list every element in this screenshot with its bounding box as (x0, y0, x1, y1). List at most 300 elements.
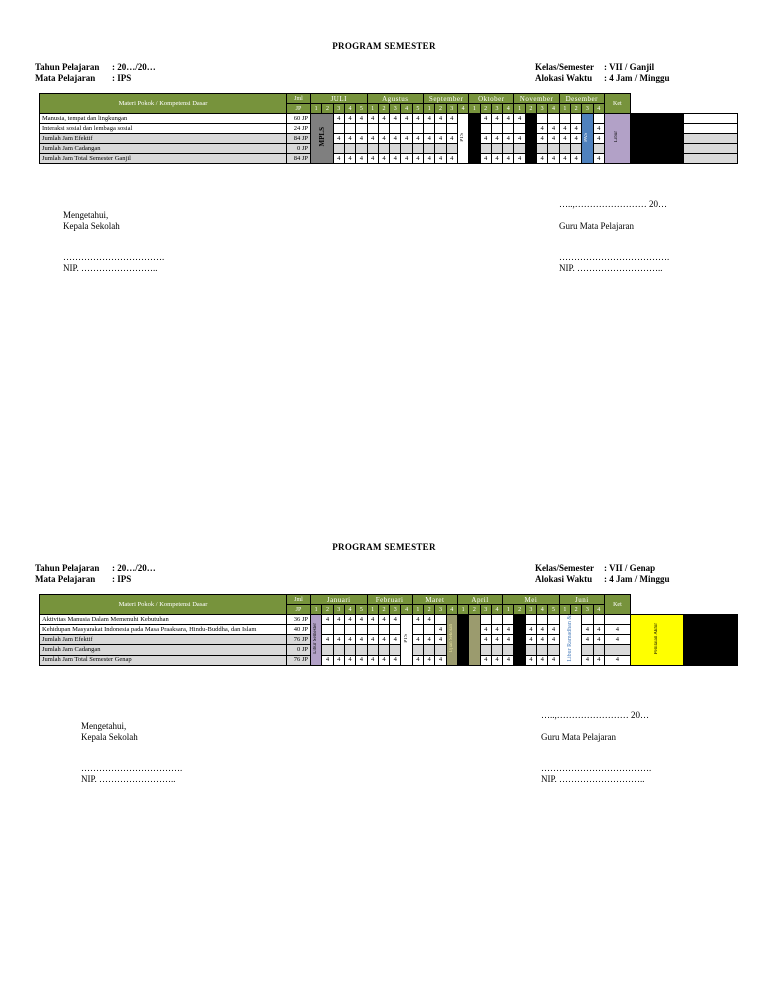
table-cell (367, 144, 378, 154)
week-mark-cell: 4 (503, 635, 514, 645)
table-cell: 76 JP (287, 635, 311, 645)
table-cell: Jumlah Jam Efektif (40, 635, 287, 645)
month-desember: Desember (559, 94, 604, 104)
table-cell: Kehidupan Masyarakat Indonesia pada Masa Praaksara, Hindu-Buddha, dan Islam (40, 625, 287, 635)
week-mark-cell: 4 (491, 655, 502, 665)
header-ket: Ket (604, 595, 630, 615)
week-mark-cell: 4 (503, 154, 514, 164)
week-mark-cell: 4 (378, 134, 389, 144)
table-cell (684, 124, 738, 134)
table-cell (559, 114, 570, 124)
week-mark-cell: 4 (378, 154, 389, 164)
week-mark-cell: 4 (356, 134, 367, 144)
week-mark-cell: 4 (401, 154, 412, 164)
week-mark-cell: 4 (503, 134, 514, 144)
table-cell (559, 144, 570, 154)
week-mark-cell: 4 (503, 114, 514, 124)
week-number: JP (287, 605, 311, 615)
month-april: April (457, 595, 502, 605)
week-number: 2 (378, 605, 389, 615)
table-cell (593, 144, 604, 154)
mapel-value: : IPS (112, 73, 132, 83)
page-title-semester-genap: PROGRAM SEMESTER (332, 542, 436, 552)
week-mark-cell: 4 (356, 154, 367, 164)
week-mark-cell: 4 (344, 114, 355, 124)
week-mark-cell: 4 (537, 625, 548, 635)
header-materi: Materi Pokok / Kompetensi Dasar (40, 595, 287, 615)
header-jml: Jml (287, 595, 311, 605)
week-number: 2 (570, 104, 581, 114)
kelas-value: : VII / Ganjil (604, 62, 655, 72)
table-cell (480, 615, 491, 625)
month-november: November (514, 94, 559, 104)
week-number: 4 (593, 605, 604, 615)
table-cell (435, 615, 446, 625)
week-mark-cell: 4 (333, 114, 344, 124)
week-mark-cell: 4 (412, 615, 423, 625)
week-mark-cell: 4 (412, 154, 423, 164)
week-mark-cell: 4 (356, 615, 367, 625)
week-mark-cell: 4 (525, 635, 536, 645)
week-number: 2 (525, 104, 536, 114)
month-september: September (424, 94, 469, 104)
week-mark-cell: 4 (344, 635, 355, 645)
week-mark-cell: 4 (480, 114, 491, 124)
week-number: 4 (401, 104, 412, 114)
table-cell (480, 124, 491, 134)
table-cell (548, 114, 559, 124)
table-cell (570, 144, 581, 154)
table-cell (514, 615, 525, 666)
table-cell: 40 JP (287, 625, 311, 635)
table-cell (446, 144, 457, 154)
table-cell (356, 144, 367, 154)
materi-cell: Manusia, tempat dan lingkungan (40, 114, 287, 124)
week-mark-cell: 4 (390, 114, 401, 124)
table-cell: 36 JP (287, 615, 311, 625)
week-number: 4 (491, 605, 502, 615)
week-number: 4 (344, 104, 355, 114)
table-cell (344, 625, 355, 635)
week-mark-cell: 4 (537, 134, 548, 144)
table-row (40, 114, 738, 124)
table-cell (684, 615, 738, 666)
week-mark-cell: 4 (548, 134, 559, 144)
table-cell (435, 144, 446, 154)
table-cell (378, 625, 389, 635)
week-mark-cell: 4 (593, 635, 604, 645)
meta-left-genap: Tahun Pelajaran : 20…/20… Mata Pelajaran : IPS (35, 563, 156, 584)
header-jp: JP (287, 104, 311, 114)
week-mark-cell: 4 (367, 635, 378, 645)
libur-block: Libur (604, 114, 630, 164)
week-mark-cell: 4 (378, 655, 389, 665)
table-cell (356, 645, 367, 655)
month-januari: Januari (311, 595, 368, 605)
week-mark-cell: 4 (491, 114, 502, 124)
mpls-block: MPLS (311, 114, 334, 164)
week-mark-cell: 4 (548, 655, 559, 665)
libur-ramadhan-block: Libur Ramadhan & (559, 615, 582, 666)
table-cell (593, 645, 604, 655)
table-cell (604, 645, 630, 655)
week-mark-cell: 4 (344, 134, 355, 144)
table-cell (367, 625, 378, 635)
table-cell (356, 625, 367, 635)
meta-right-genap: Kelas/Semester : VII / Genap Alokasi Waktu : 4 Jam / Minggu (535, 563, 670, 584)
week-mark-cell: 4 (424, 635, 435, 645)
week-mark-cell: 4 (401, 114, 412, 124)
week-number: 5 (412, 104, 423, 114)
week-mark-cell: 4 (559, 134, 570, 144)
week-number: 4 (537, 605, 548, 615)
week-mark-cell: 4 (333, 154, 344, 164)
table-row (40, 615, 738, 625)
week-mark-cell: 4 (525, 625, 536, 635)
week-number: 3 (390, 605, 401, 615)
table-cell (412, 645, 423, 655)
week-mark-cell: 4 (604, 655, 630, 665)
week-number: 3 (525, 605, 536, 615)
table-cell (537, 144, 548, 154)
week-mark-cell: 4 (378, 114, 389, 124)
week-mark-cell: 4 (333, 655, 344, 665)
week-mark-cell: 4 (582, 625, 593, 635)
table-cell: Aktivitas Manusia Dalam Memenuhi Kebutuhan (40, 615, 287, 625)
week-mark-cell: 4 (424, 154, 435, 164)
week-mark-cell: 4 (570, 154, 581, 164)
sign-right-nip-genap: ………………………………. NIP. ……………………….. (541, 763, 652, 784)
week-number: 2 (480, 104, 491, 114)
week-number: 2 (322, 104, 333, 114)
sign-right-ganjil: Guru Mata Pelajaran (559, 221, 634, 231)
materi-cell: Jumlah Jam Total Semester Ganjil (40, 154, 287, 164)
week-mark-cell: 4 (548, 154, 559, 164)
week-mark-cell: 4 (480, 625, 491, 635)
penilaian-akhir-block: Penilaian Akhir (630, 615, 684, 666)
week-number: 1 (514, 104, 525, 114)
table-cell (390, 124, 401, 134)
materi-cell: Jumlah Jam Cadangan (40, 144, 287, 154)
week-mark-cell: 4 (435, 625, 446, 635)
table-cell (412, 124, 423, 134)
week-number: 4 (457, 104, 468, 114)
week-mark-cell: 4 (480, 635, 491, 645)
table-cell (604, 615, 630, 625)
week-mark-cell: 4 (424, 655, 435, 665)
week-mark-cell: 4 (570, 134, 581, 144)
week-mark-cell: 4 (503, 625, 514, 635)
table-cell (424, 124, 435, 134)
week-mark-cell: 4 (514, 114, 525, 124)
table-cell (322, 645, 333, 655)
table-cell (469, 114, 480, 164)
sign-right-genap: Guru Mata Pelajaran (541, 732, 616, 742)
table-cell (537, 114, 548, 124)
week-mark-cell: 4 (356, 114, 367, 124)
table-cell (548, 615, 559, 625)
libur-semester-block: Libur Semester (311, 615, 322, 666)
table-cell: Jumlah Jam Cadangan (40, 645, 287, 655)
table-cell (491, 615, 502, 625)
week-number: 3 (390, 104, 401, 114)
week-mark-cell: 4 (344, 615, 355, 625)
week-mark-cell: 4 (491, 635, 502, 645)
week-number: 3 (582, 605, 593, 615)
week-number: 1 (412, 605, 423, 615)
week-mark-cell: 4 (593, 124, 604, 134)
week-mark-cell: 4 (593, 154, 604, 164)
alokasi-value: : 4 Jam / Minggu (604, 73, 670, 83)
ujian-sekolah-block: Ujian Sekolah (446, 615, 457, 666)
week-number: 2 (570, 605, 581, 615)
week-mark-cell: 4 (390, 134, 401, 144)
table-cell (333, 645, 344, 655)
sign-right-nip-ganjil: ………………………………. NIP. ……………………….. (559, 252, 670, 273)
week-number: 2 (514, 605, 525, 615)
meta-right-ganjil (535, 62, 735, 84)
week-mark-cell: 4 (412, 635, 423, 645)
week-mark-cell: 4 (548, 625, 559, 635)
week-mark-cell: 4 (537, 655, 548, 665)
week-mark-cell: 4 (367, 114, 378, 124)
jml-cell: 60 JP (287, 114, 311, 124)
month-maret: Maret (412, 595, 457, 605)
table-cell (548, 144, 559, 154)
week-mark-cell: 4 (322, 615, 333, 625)
table-cell (378, 144, 389, 154)
week-number: 2 (322, 605, 333, 615)
week-number: 2 (424, 605, 435, 615)
week-number: 4 (548, 104, 559, 114)
week-mark-cell: 4 (480, 655, 491, 665)
week-mark-cell: 4 (491, 134, 502, 144)
week-mark-cell: 4 (593, 134, 604, 144)
week-mark-cell: 4 (412, 134, 423, 144)
week-number: 4 (344, 605, 355, 615)
table-cell (390, 625, 401, 635)
sign-left-nip-ganjil: ……………………………. NIP. …………………….. (63, 252, 165, 273)
week-mark-cell: 4 (548, 124, 559, 134)
table-cell (412, 625, 423, 635)
jml-cell: 0 JP (287, 144, 311, 154)
pts-block: PTS (457, 114, 468, 164)
sign-left-nip-genap: ……………………………. NIP. …………………….. (81, 763, 183, 784)
week-number: 1 (367, 104, 378, 114)
week-mark-cell: 4 (525, 655, 536, 665)
table-cell (367, 124, 378, 134)
week-mark-cell: 4 (446, 134, 457, 144)
week-mark-cell: 4 (480, 154, 491, 164)
week-mark-cell: 4 (390, 635, 401, 645)
week-mark-cell: 4 (514, 134, 525, 144)
week-mark-cell: 4 (491, 154, 502, 164)
table-cell (344, 124, 355, 134)
week-mark-cell: 4 (424, 134, 435, 144)
header-jml: Jml (287, 94, 311, 104)
week-number: 5 (356, 605, 367, 615)
tahun-value: : 20…/20… (112, 62, 156, 72)
table-cell (322, 625, 333, 635)
week-mark-cell: 4 (356, 635, 367, 645)
week-number: 4 (503, 104, 514, 114)
week-mark-cell: 4 (435, 114, 446, 124)
week-mark-cell: 4 (537, 635, 548, 645)
week-number: 3 (491, 104, 502, 114)
week-mark-cell: 4 (435, 154, 446, 164)
table-cell (548, 645, 559, 655)
week-mark-cell: 4 (491, 625, 502, 635)
table-cell: Jumlah Jam Total Semester Genap (40, 655, 287, 665)
week-mark-cell: 4 (344, 655, 355, 665)
table-cell (457, 615, 468, 666)
week-mark-cell: 4 (378, 615, 389, 625)
week-mark-cell: 4 (367, 154, 378, 164)
week-mark-cell: 4 (582, 655, 593, 665)
month-juni: Juni (559, 595, 604, 605)
week-mark-cell: 4 (378, 635, 389, 645)
table-cell (684, 144, 738, 154)
week-mark-cell: 4 (537, 124, 548, 134)
table-cell (412, 144, 423, 154)
table-cell (390, 645, 401, 655)
table-cell (684, 114, 738, 124)
month-mei: Mei (503, 595, 560, 605)
table-cell (503, 144, 514, 154)
week-mark-cell: 4 (548, 635, 559, 645)
jml-cell: 24 JP (287, 124, 311, 134)
week-mark-cell: 4 (503, 655, 514, 665)
table-cell (344, 144, 355, 154)
week-mark-cell: 4 (412, 655, 423, 665)
semester-ganjil-table (39, 93, 738, 164)
week-mark-cell: 4 (593, 655, 604, 665)
table-cell (344, 645, 355, 655)
week-number: 3 (333, 104, 344, 114)
month-februari: Februari (367, 595, 412, 605)
week-number: 1 (559, 605, 570, 615)
week-number: 1 (559, 104, 570, 114)
table-cell (684, 134, 738, 144)
week-number: 5 (356, 104, 367, 114)
table-cell: 0 JP (287, 645, 311, 655)
week-mark-cell: 4 (412, 114, 423, 124)
week-mark-cell: 4 (390, 154, 401, 164)
week-number: 5 (548, 605, 559, 615)
table-cell (424, 625, 435, 635)
table-cell (503, 645, 514, 655)
mapel-label: Mata Pelajaran (35, 73, 96, 83)
week-mark-cell: 4 (424, 615, 435, 625)
meta-left-ganjil (35, 62, 235, 84)
week-number: 1 (311, 104, 322, 114)
week-mark-cell: 4 (424, 114, 435, 124)
week-mark-cell: 4 (559, 124, 570, 134)
week-mark-cell: 4 (570, 124, 581, 134)
table-cell (503, 615, 514, 625)
table-cell (333, 124, 344, 134)
sign-left-genap: Mengetahui, Kepala Sekolah (81, 721, 138, 742)
page-title-semester-ganjil: PROGRAM SEMESTER (332, 41, 436, 51)
week-mark-cell: 4 (604, 625, 630, 635)
table-cell (503, 124, 514, 134)
week-mark-cell: 4 (593, 625, 604, 635)
table-cell (424, 645, 435, 655)
week-mark-cell: 4 (333, 615, 344, 625)
table-cell (582, 645, 593, 655)
sign-left-ganjil: Mengetahui, Kepala Sekolah (63, 210, 120, 231)
table-cell (480, 144, 491, 154)
week-mark-cell: 4 (390, 615, 401, 625)
table-cell (367, 645, 378, 655)
week-mark-cell: 4 (435, 655, 446, 665)
week-number: 3 (435, 605, 446, 615)
table-cell (491, 645, 502, 655)
table-cell (333, 625, 344, 635)
week-mark-cell: 4 (367, 615, 378, 625)
week-mark-cell: 4 (322, 635, 333, 645)
week-number: 2 (435, 104, 446, 114)
week-number: 1 (424, 104, 435, 114)
table-cell (333, 144, 344, 154)
sign-place-date-genap: …..,…………………… 20… (541, 710, 649, 720)
week-number: 2 (469, 605, 480, 615)
week-mark-cell: 4 (322, 655, 333, 665)
table-cell (525, 645, 536, 655)
table-cell (630, 114, 684, 164)
week-number: 1 (367, 605, 378, 615)
table-cell (593, 114, 604, 124)
table-cell (390, 144, 401, 154)
week-mark-cell: 4 (390, 655, 401, 665)
sign-place-date-ganjil: …..,…………………… 20… (559, 199, 667, 209)
week-mark-cell: 4 (401, 134, 412, 144)
table-cell (525, 615, 536, 625)
week-mark-cell: 4 (446, 114, 457, 124)
table-cell (514, 144, 525, 154)
table-cell (570, 114, 581, 124)
table-cell (446, 124, 457, 134)
week-mark-cell: 4 (367, 655, 378, 665)
jml-cell: 84 JP (287, 154, 311, 164)
week-mark-cell: 4 (333, 635, 344, 645)
week-mark-cell: 4 (356, 655, 367, 665)
table-cell (684, 154, 738, 164)
pas-block: PAS (582, 114, 593, 164)
table-cell (435, 124, 446, 134)
table-cell (469, 615, 480, 666)
week-number: 3 (480, 605, 491, 615)
week-mark-cell: 4 (367, 134, 378, 144)
alokasi-label: Alokasi Waktu (535, 73, 593, 83)
tahun-label: Tahun Pelajaran (35, 62, 100, 72)
month-oktober: Oktober (469, 94, 514, 104)
month-agustus: Agustus (367, 94, 424, 104)
week-number: 1 (503, 605, 514, 615)
week-mark-cell: 4 (333, 134, 344, 144)
week-number: 1 (311, 605, 322, 615)
week-mark-cell: 4 (480, 134, 491, 144)
table-cell (593, 615, 604, 625)
header-ket: Ket (604, 94, 630, 114)
week-number: 3 (582, 104, 593, 114)
week-number: 4 (446, 605, 457, 615)
table-cell (491, 124, 502, 134)
week-number: 4 (401, 605, 412, 615)
week-mark-cell: 4 (446, 154, 457, 164)
week-mark-cell: 4 (582, 635, 593, 645)
week-number: 3 (333, 605, 344, 615)
